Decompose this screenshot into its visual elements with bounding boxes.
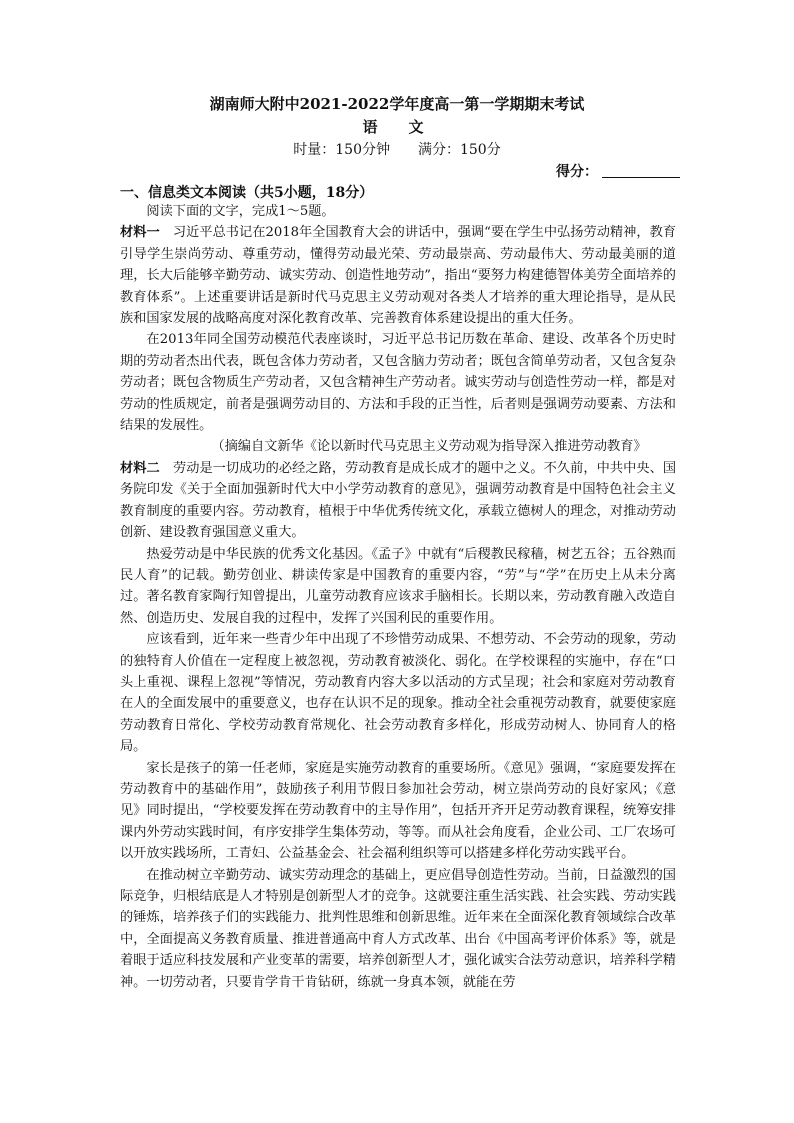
exam-title: 湖南师大附中2021-2022学年度高一第一学期期末考试 — [209, 95, 585, 113]
material2-paragraph-2: 热爱劳动是中华民族的优秀文化基因。《孟子》中就有“后稷教民稼穑，树艺五谷；五谷熟而民人育”的记载。勤劳创业、耕读传家是中国教育的重要内容，“劳”与“学”在历史上从未分离过。著名教育家陶行知曾提出，儿童劳动教育应该求手脑相长。长期以来，劳动教育融入改造自然、创造历史、发展自我的过程中，发挥了兴国利民的重要作用。 — [120, 546, 676, 626]
material2-paragraph-5: 在推动树立辛勤劳动、诚实劳动理念的基础上，更应倡导创造性劳动。当前，日益激烈的国际竞争，归根结底是人才特别是创新型人才的竞争。这就要注重生活实践、社会实践、劳动实践的锤炼，培养孩子们的实践能力、批判性思维和创新思维。近年来在全面深化教育领域综合改革中，全面提高义务教育质量、推进普通高中育人方式改革、出台《中国高考评价体系》等，就是着眼于适应科技发展和产业变革的需要，培养创新型人才，强化诚实合法劳动意识，培养科学精神。一切劳动者，只要肯学肯干肯钻研，练就一身真本领，就能在劳 — [120, 867, 676, 990]
material1-paragraph-1 — [120, 222, 676, 329]
score-label: 得分： — [556, 164, 598, 180]
material1-text-1: 习近平总书记在2018年全国教育大会的讲话中，强调“要在学生中弘扬劳动精神，教育引导学生崇尚劳动、尊重劳动，懂得劳动最光荣、劳动最崇高、劳动最伟大、劳动最美丽的道理，长大后能够辛勤劳动、诚实劳动、创造性地劳动”，指出“要努力构建德智体美劳全面培养的教育体系”。上述重要讲话是新时代马克思主义劳动观对各类人才培养的重大理论指导，是从民族和国家发展的战略高度对深化教育改革、完善教育体系建设提出的重大任务。 — [120, 225, 677, 327]
score-blank[interactable] — [602, 163, 680, 178]
material2-paragraph-1 — [120, 458, 676, 544]
material2-label: 材料二 — [120, 460, 160, 476]
material2-text-1: 劳动是一切成功的必经之路，劳动教育是成长成才的题中之义。不久前，中共中央、国务院印发《关于全面加强新时代大中小学劳动教育的意见》，强调劳动教育是中国特色社会主义教育制度的重要内容。劳动教育，植根于中华优秀传统文化，承载立德树人的理念，对推动劳动创新、建设教育强国意义重大。 — [120, 460, 677, 541]
reading-passage — [120, 201, 676, 993]
material2-paragraph-3: 应该看到，近年来一些青少年中出现了不珍惜劳动成果、不想劳动、不会劳动的现象，劳动的独特育人价值在一定程度上被忽视，劳动教育被淡化、弱化。在学校课程的实施中，存在“口头上重视、课程上忽视”等情况，劳动教育内容大多以活动的方式呈现；社会和家庭对劳动教育在人的全面发展中的重要意义，也存在认识不足的现象。推动全社会重视劳动教育，就要使家庭劳动教育日常化、学校劳动教育常规化、社会劳动教育多样化，形成劳动树人、协同育人的格局。 — [120, 632, 676, 755]
subject-title: 语 文 — [362, 118, 432, 136]
score-field — [556, 161, 680, 181]
section-title: 一、信息类文本阅读（共5小题，18分） — [120, 185, 374, 201]
exam-info: 时量：150分钟 满分：150分 — [293, 142, 501, 158]
material1-paragraph-2: 在2013年同全国劳动模范代表座谈时，习近平总书记历数在革命、建设、改革各个历史时期的劳动者杰出代表，既包含体力劳动者，又包含脑力劳动者；既包含简单劳动者，又包含复杂劳动者；既包含物质生产劳动者，又包含精神生产劳动者。诚实劳动与创造性劳动一样，都是对劳动的性质规定，前者是强调劳动目的、方法和手段的正当性，后者则是强调劳动要素、方法和结果的发展性。 — [120, 332, 676, 434]
material1-label: 材料一 — [120, 225, 160, 241]
material2-paragraph-4: 家长是孩子的第一任老师，家庭是实施劳动教育的重要场所。《意见》强调，“家庭要发挥在劳动教育中的基础作用”，鼓励孩子利用节假日参加社会劳动，树立崇尚劳动的良好家风；《意见》同时提出，“学校要发挥在劳动教育中的主导作用”，包括开齐开足劳动教育课程，统筹安排课内外劳动实践时间，有序安排学生集体劳动，等等。而从社会角度看，企业公司、工厂农场可以开放实践场所，工青妇、公益基金会、社会福利组织等可以搭建多样化劳动实践平台。 — [120, 760, 676, 862]
material1-source: （摘编自文新华《论以新时代马克思主义劳动观为指导深入推进劳动教育》 — [211, 439, 647, 455]
instruction: 阅读下面的文字，完成1～5题。 — [146, 204, 335, 219]
